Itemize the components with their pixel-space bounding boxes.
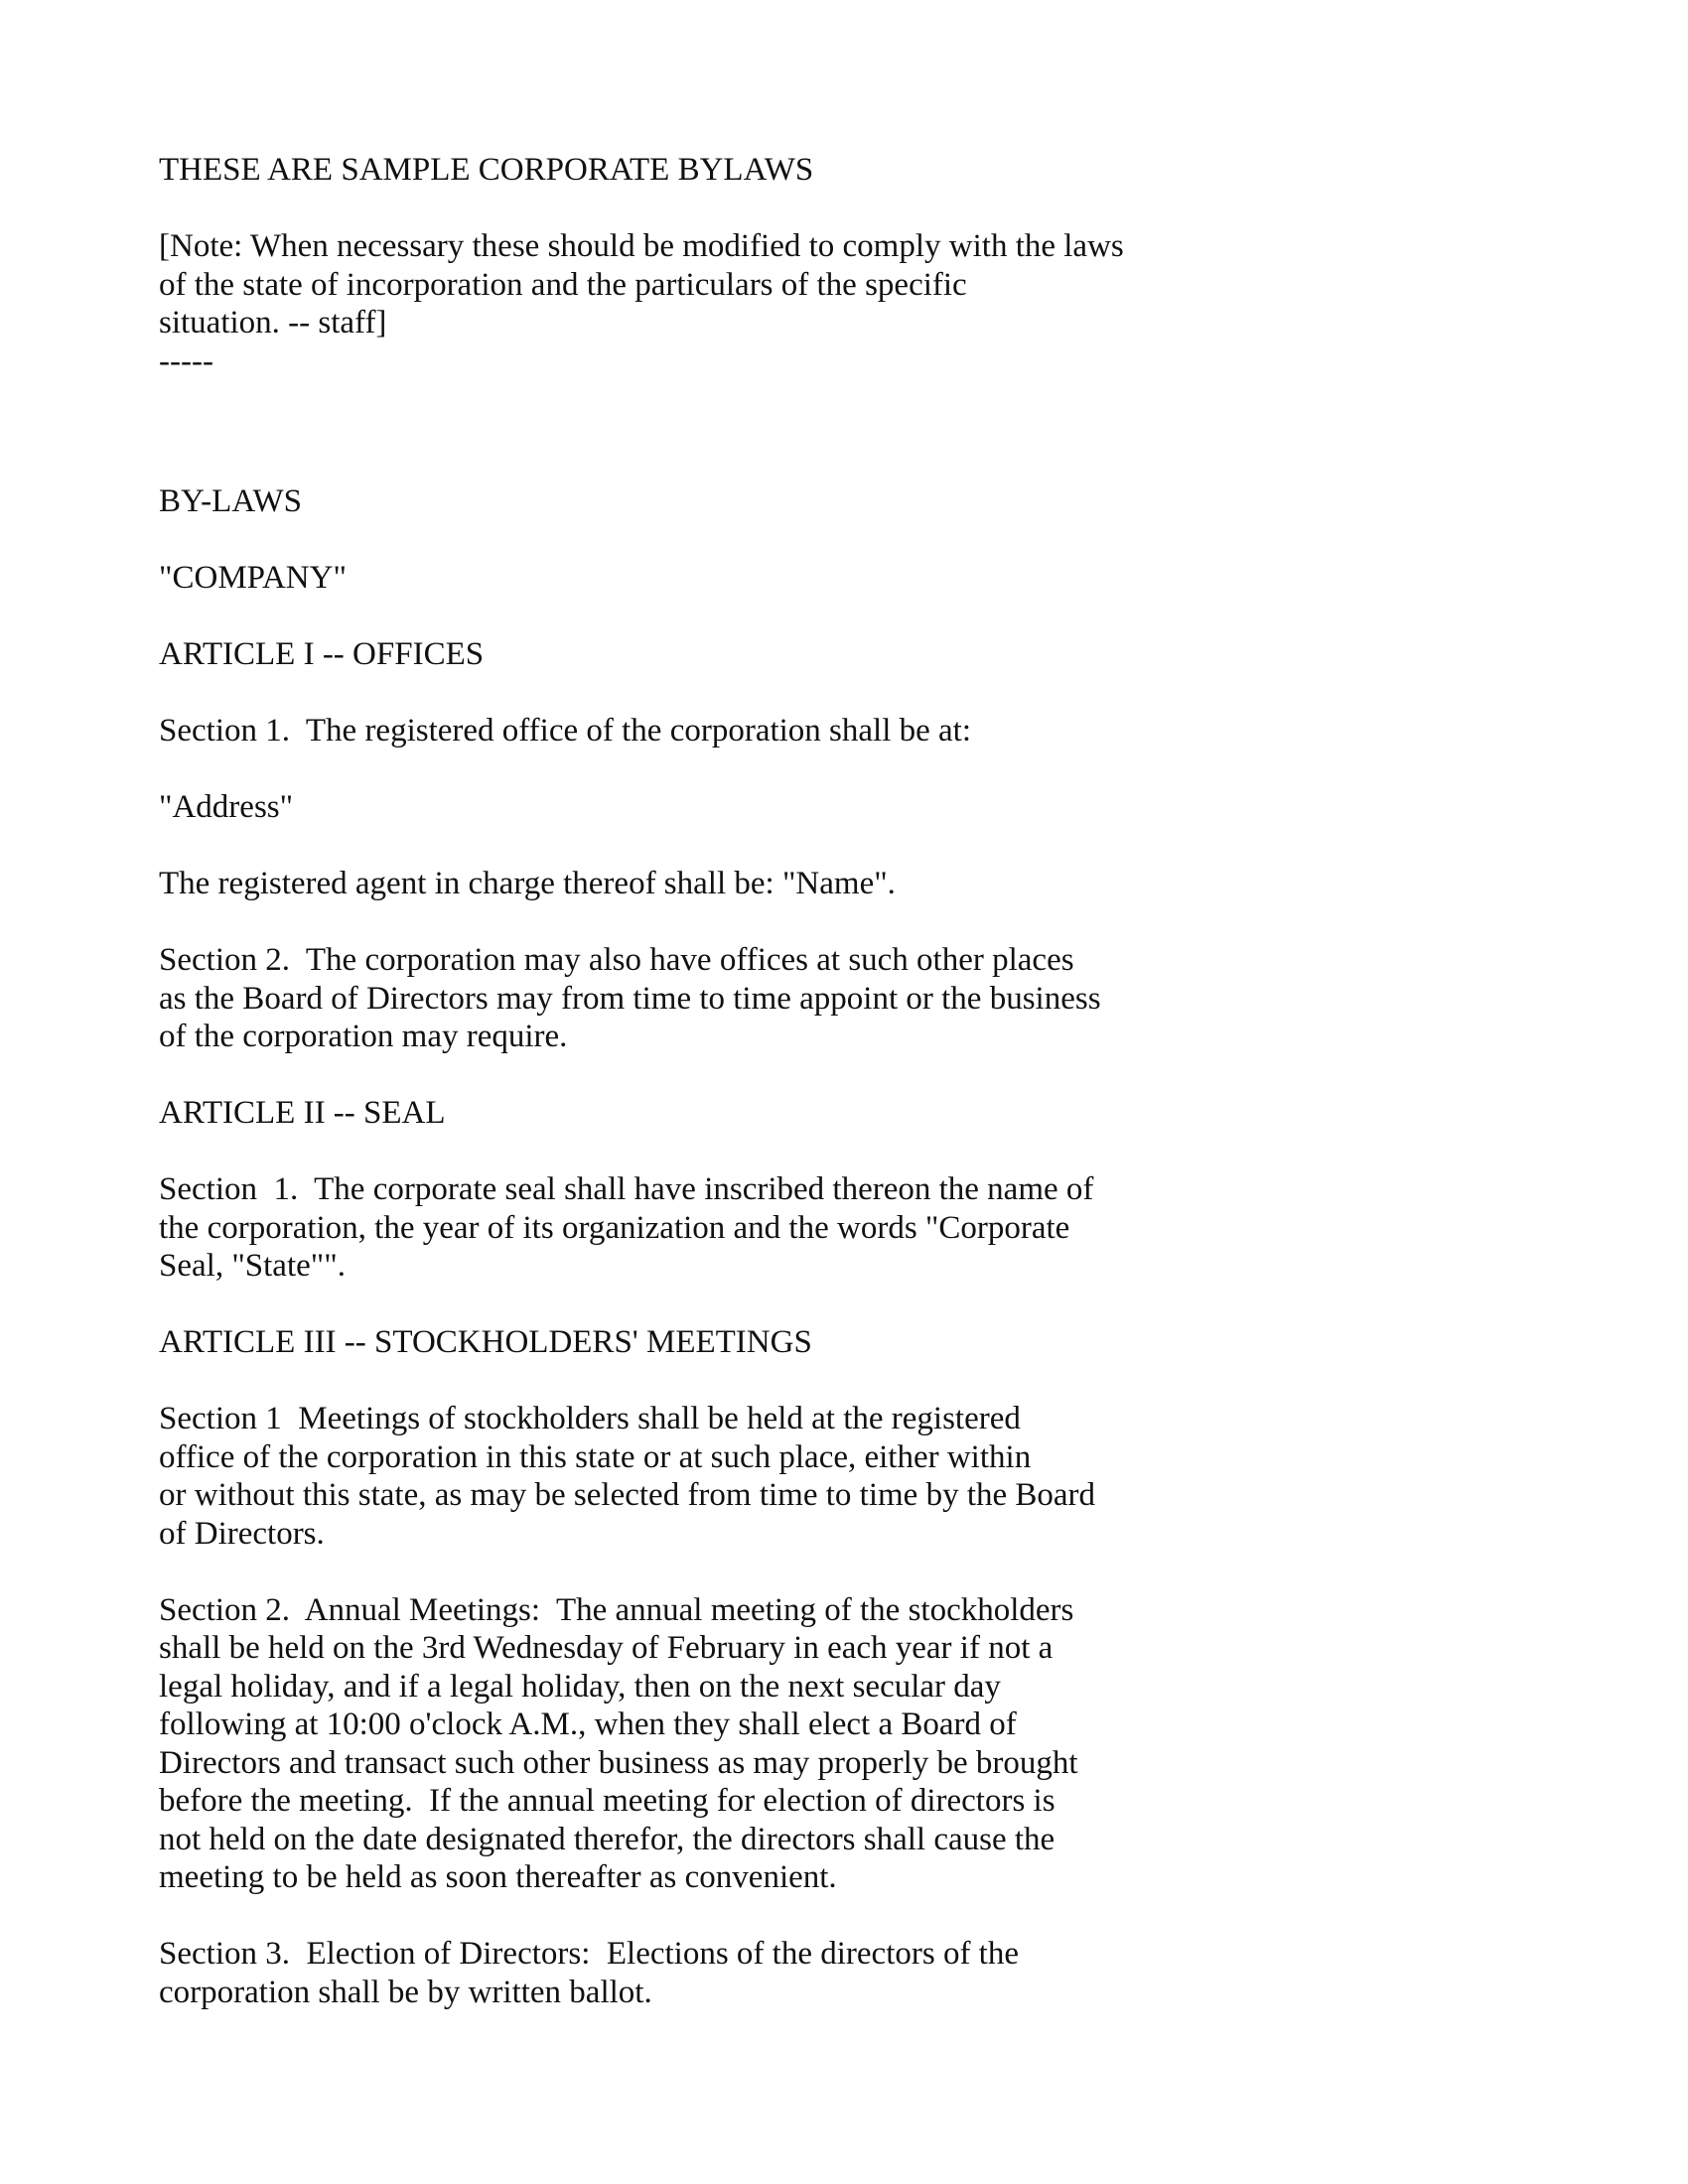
note-separator: ----- (159, 342, 213, 379)
paragraph-line: Seal, "State"". (159, 1248, 346, 1284)
paragraph-line: meeting to be held as soon thereafter as convenient. (159, 1859, 837, 1895)
paragraph-line: Section 2. Annual Meetings: The annual meeting of the stockholders (159, 1591, 1074, 1628)
paragraph-line: not held on the date designated therefor, the directors shall cause the (159, 1821, 1055, 1857)
paragraph-line: of the corporation may require. (159, 1019, 568, 1054)
article-2-section-1 (159, 1170, 1350, 1286)
article-3-section-1 (159, 1400, 1350, 1553)
article-3-section-3 (159, 1935, 1350, 2011)
paragraph-line: following at 10:00 o'clock A.M., when they shall elect a Board of (159, 1706, 1017, 1742)
paragraph-line: office of the corporation in this state or at such place, either within (159, 1438, 1032, 1475)
company-name: "COMPANY" (159, 560, 347, 596)
bylaws-title: BY-LAWS (159, 483, 303, 519)
paragraph-line: Directors and transact such other business as may properly be brought (159, 1744, 1078, 1781)
article-1-heading: ARTICLE I -- OFFICES (159, 636, 485, 672)
note-line: of the state of incorporation and the particulars of the specific (159, 266, 967, 303)
registered-agent: The registered agent in charge thereof shall be: "Name". (159, 866, 896, 901)
article-2-heading: ARTICLE II -- SEAL (159, 1095, 446, 1131)
article-1-section-2 (159, 941, 1350, 1056)
paragraph-line: Section 1. The corporate seal shall have inscribed thereon the name of (159, 1171, 1094, 1207)
article-3-heading: ARTICLE III -- STOCKHOLDERS' MEETINGS (159, 1324, 812, 1360)
paragraph-line: legal holiday, and if a legal holiday, then on the next secular day (159, 1668, 1001, 1705)
paragraph-line: as the Board of Directors may from time to time appoint or the business (159, 980, 1101, 1017)
paragraph-line: Section 3. Election of Directors: Elections of the directors of the (159, 1936, 1019, 1972)
paragraph-line: or without this state, as may be selected from time to time by the Board (159, 1477, 1096, 1513)
article-3-section-2 (159, 1591, 1350, 1897)
article-1-section-1: Section 1. The registered office of the corporation shall be at: (159, 713, 972, 749)
registered-address: "Address" (159, 789, 294, 825)
paragraph-line: before the meeting. If the annual meeting for election of directors is (159, 1783, 1055, 1819)
staff-note (159, 227, 1350, 380)
paragraph-line: Section 2. The corporation may also have offices at such other places (159, 942, 1074, 978)
note-line: situation. -- staff] (159, 305, 387, 341)
paragraph-line: Section 1 Meetings of stockholders shall be held at the registered (159, 1401, 1021, 1436)
paragraph-line: shall be held on the 3rd Wednesday of February in each year if not a (159, 1630, 1054, 1666)
paragraph-line: the corporation, the year of its organization and the words "Corporate (159, 1209, 1070, 1246)
paragraph-line: corporation shall be by written ballot. (159, 1974, 652, 2010)
document-header-title: THESE ARE SAMPLE CORPORATE BYLAWS (159, 152, 814, 188)
document-page (159, 151, 1350, 2011)
paragraph-line: of Directors. (159, 1515, 325, 1552)
note-line: [Note: When necessary these should be modified to comply with the laws (159, 228, 1124, 264)
